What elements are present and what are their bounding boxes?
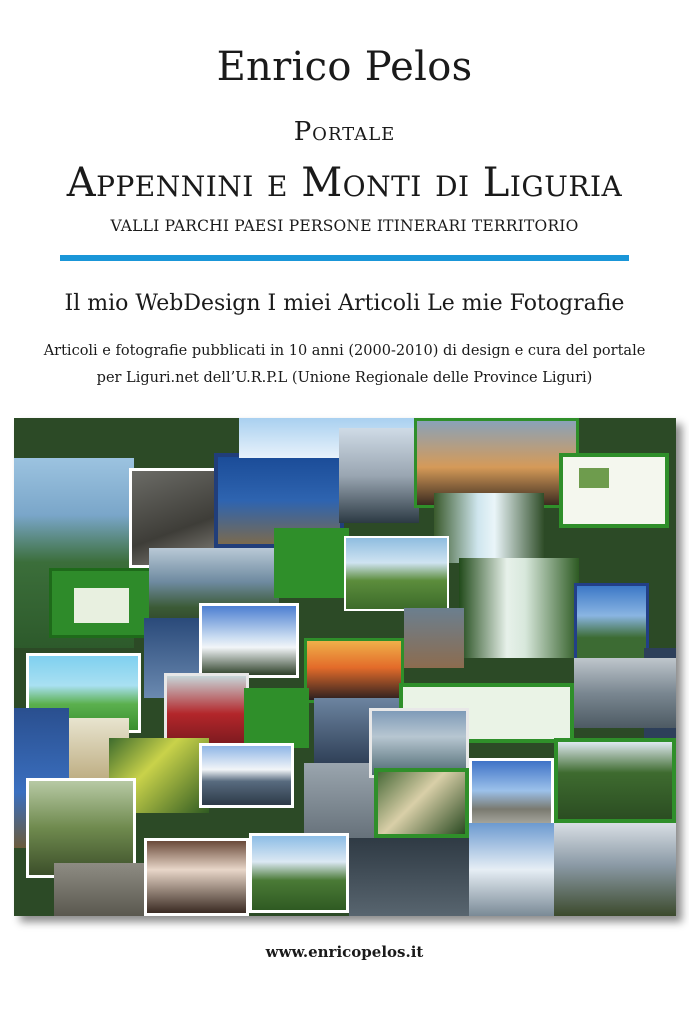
description-line-1: Articoli e fotografie pubblicati in 10 anni (2000-2010) di design e cura del portale <box>43 343 646 359</box>
collage-photo <box>249 833 349 913</box>
collage-photo <box>164 673 249 748</box>
subtitle: VALLI PARCHI PAESI PERSONE ITINERARI TERRITORIO <box>110 217 579 235</box>
author-name: Enrico Pelos <box>216 44 473 90</box>
collage-photo <box>459 558 579 658</box>
collage-photo <box>274 528 349 598</box>
collage-photo <box>469 823 564 916</box>
website-url[interactable]: www.enricopelos.it <box>265 943 424 961</box>
collage-photo <box>304 638 404 703</box>
collage-photo <box>574 658 676 728</box>
collage-photo <box>199 603 299 678</box>
divider-rule <box>60 255 629 261</box>
collage-photo <box>374 768 469 838</box>
collage-photo <box>339 428 419 523</box>
collage-photo <box>74 588 129 623</box>
collage-photo <box>434 493 544 563</box>
collage-photo <box>54 863 149 916</box>
collage-photo <box>579 468 609 488</box>
collage-photo <box>574 583 649 663</box>
collage-photo <box>554 823 676 916</box>
collage-photo <box>344 536 449 611</box>
collage-photo <box>349 838 474 916</box>
collage-photo <box>244 688 309 748</box>
collage-photo <box>404 608 464 668</box>
nav-links[interactable]: Il mio WebDesign I miei Articoli Le mie Fotografie <box>64 291 625 316</box>
collage-photo <box>559 453 669 528</box>
collage-photo <box>144 838 249 916</box>
description-line-2: per Liguri.net dell’U.R.P.L (Unione Regionale delle Province Liguri) <box>96 370 593 386</box>
collage-photo <box>554 738 676 823</box>
collage-photo <box>199 743 294 808</box>
portal-label: Portale <box>293 117 396 147</box>
photo-collage <box>14 418 676 916</box>
page-title: Appennini e Monti di Liguria <box>66 160 623 206</box>
